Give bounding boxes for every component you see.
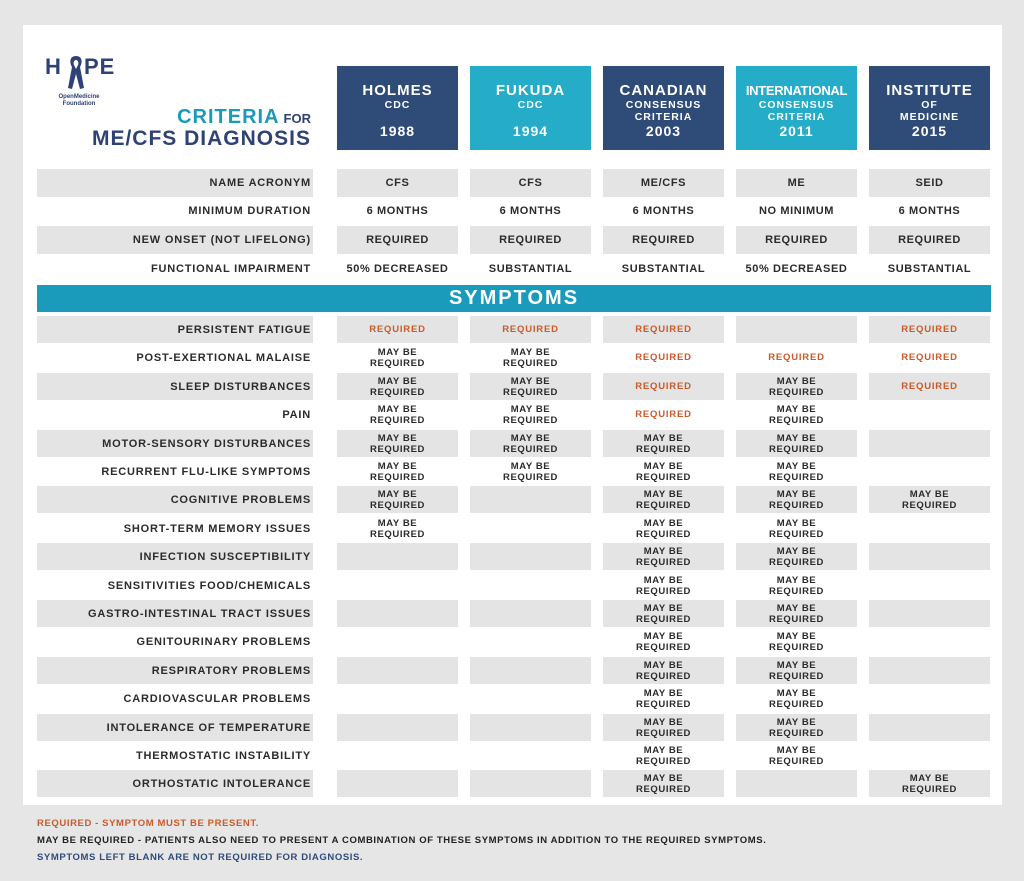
info-cell: NO MINIMUM xyxy=(758,205,835,217)
info-cell: CFS xyxy=(470,169,591,197)
cell-blank xyxy=(736,316,857,343)
cell-may-be-required: MAY BE REQUIRED xyxy=(769,517,824,540)
cell-may-be-required: MAY BE REQUIRED xyxy=(736,486,857,513)
column-header-name: INSTITUTE xyxy=(886,82,973,99)
cell-blank xyxy=(869,572,990,599)
info-row-label: FUNCTIONAL IMPAIRMENT xyxy=(151,263,311,275)
cell-blank xyxy=(470,628,591,655)
symptom-label: POST-EXERTIONAL MALAISE xyxy=(136,351,311,364)
cell-required: REQUIRED xyxy=(337,316,458,343)
cell-may-be-required: MAY BE REQUIRED xyxy=(337,373,458,400)
cell-may-be-required: MAY BE REQUIRED xyxy=(736,543,857,570)
cell-may-be-required: MAY BE REQUIRED xyxy=(470,430,591,457)
info-cell: 6 MONTHS xyxy=(632,205,695,217)
column-header-sub: CONSENSUS xyxy=(758,99,835,111)
column-header-sub2: CRITERIA xyxy=(767,111,826,123)
cell-may-be-required: MAY BE REQUIRED xyxy=(337,430,458,457)
column-header-year: 2011 xyxy=(779,123,814,139)
cell-blank xyxy=(470,714,591,741)
logo-letters-pe: PE xyxy=(84,54,116,79)
cell-blank xyxy=(470,572,591,599)
column-header-name: FUKUDA xyxy=(495,82,566,99)
ribbon-icon xyxy=(67,54,85,90)
cell-blank xyxy=(869,515,990,542)
cell-required: REQUIRED xyxy=(768,352,825,363)
info-cell: REQUIRED xyxy=(736,226,857,254)
cell-blank xyxy=(337,600,458,627)
cell-may-be-required: MAY BE REQUIRED xyxy=(736,714,857,741)
cell-blank xyxy=(337,742,458,769)
legend-required: REQUIRED - SYMPTOM MUST BE PRESENT. xyxy=(37,818,259,829)
column-header-name: INTERNATIONAL xyxy=(745,83,848,98)
cell-blank xyxy=(470,600,591,627)
cell-required: REQUIRED xyxy=(603,316,724,343)
symptom-label: SHORT-TERM MEMORY ISSUES xyxy=(123,522,311,535)
symptom-label: SENSITIVITIES FOOD/CHEMICALS xyxy=(107,579,311,592)
cell-blank xyxy=(869,430,990,457)
info-cell: 6 MONTHS xyxy=(499,205,562,217)
column-header-sub2: CRITERIA xyxy=(634,111,693,123)
column-header-institute xyxy=(869,66,990,150)
cell-blank xyxy=(470,657,591,684)
cell-blank xyxy=(470,742,591,769)
cell-blank xyxy=(337,770,458,797)
logo-letter-h: H xyxy=(45,54,62,79)
cell-may-be-required: MAY BE REQUIRED xyxy=(470,373,591,400)
info-cell: REQUIRED xyxy=(603,226,724,254)
column-header-canadian xyxy=(603,66,724,150)
cell-blank xyxy=(869,742,990,769)
title-criteria: CRITERIA FOR xyxy=(177,106,311,128)
column-header-sub2: MEDICINE xyxy=(899,111,960,123)
cell-may-be-required: MAY BE REQUIRED xyxy=(603,486,724,513)
info-cell: CFS xyxy=(337,169,458,197)
info-cell: REQUIRED xyxy=(337,226,458,254)
cell-may-be-required: MAY BE REQUIRED xyxy=(603,770,724,797)
cell-required: REQUIRED xyxy=(603,373,724,400)
cell-may-be-required: MAY BE REQUIRED xyxy=(636,460,691,483)
info-cell: 6 MONTHS xyxy=(898,205,961,217)
cell-required: REQUIRED xyxy=(901,352,958,363)
cell-may-be-required: MAY BE REQUIRED xyxy=(603,430,724,457)
cell-may-be-required: MAY BE REQUIRED xyxy=(769,744,824,767)
cell-blank xyxy=(337,685,458,712)
cell-may-be-required: MAY BE REQUIRED xyxy=(769,630,824,653)
info-cell: ME/CFS xyxy=(603,169,724,197)
column-header-year: 1988 xyxy=(379,123,416,139)
cell-may-be-required: MAY BE REQUIRED xyxy=(636,574,691,597)
cell-may-be-required: MAY BE REQUIRED xyxy=(503,403,558,426)
symptom-label: THERMOSTATIC INSTABILITY xyxy=(135,749,311,762)
legend-may-be: MAY BE REQUIRED - PATIENTS ALSO NEED TO PRESENT A COMBINATION OF THESE SYMPTOMS IN ADDITION TO THE REQUIRED SYMPTOMS. xyxy=(37,835,767,846)
cell-may-be-required: MAY BE REQUIRED xyxy=(636,744,691,767)
cell-blank xyxy=(470,543,591,570)
info-cell: SUBSTANTIAL xyxy=(488,263,573,275)
logo-org-name: OpenMedicine Foundation xyxy=(58,94,100,107)
hope-logo xyxy=(45,52,125,122)
column-header-name: HOLMES xyxy=(362,82,433,99)
symptom-label: PERSISTENT FATIGUE xyxy=(37,316,313,343)
info-row-label: NEW ONSET (NOT LIFELONG) xyxy=(37,226,313,254)
info-cell: 50% DECREASED xyxy=(346,263,449,275)
info-cell: ME xyxy=(736,169,857,197)
column-header-sub: CDC xyxy=(384,99,411,111)
cell-may-be-required: MAY BE REQUIRED xyxy=(370,517,425,540)
cell-may-be-required: MAY BE REQUIRED xyxy=(636,630,691,653)
cell-blank xyxy=(470,685,591,712)
cell-blank xyxy=(470,515,591,542)
column-header-sub: CONSENSUS xyxy=(625,99,702,111)
symptom-label: COGNITIVE PROBLEMS xyxy=(37,486,313,513)
cell-may-be-required: MAY BE REQUIRED xyxy=(503,346,558,369)
symptom-label: RESPIRATORY PROBLEMS xyxy=(37,657,313,684)
column-header-fukuda xyxy=(470,66,591,150)
cell-required: REQUIRED xyxy=(470,316,591,343)
legend-blank: SYMPTOMS LEFT BLANK ARE NOT REQUIRED FOR DIAGNOSIS. xyxy=(37,852,364,863)
cell-may-be-required: MAY BE REQUIRED xyxy=(769,574,824,597)
cell-blank xyxy=(337,572,458,599)
cell-may-be-required: MAY BE REQUIRED xyxy=(769,460,824,483)
info-row-label: NAME ACRONYM xyxy=(37,169,313,197)
cell-blank xyxy=(869,600,990,627)
cell-may-be-required: MAY BE REQUIRED xyxy=(370,403,425,426)
symptom-label: SLEEP DISTURBANCES xyxy=(37,373,313,400)
symptom-label: RECURRENT FLU-LIKE SYMPTOMS xyxy=(101,465,311,478)
cell-blank xyxy=(869,657,990,684)
cell-blank xyxy=(869,714,990,741)
info-cell: SUBSTANTIAL xyxy=(621,263,706,275)
cell-required: REQUIRED xyxy=(635,352,692,363)
column-header-year: 2003 xyxy=(645,123,682,139)
cell-required: REQUIRED xyxy=(635,409,692,420)
symptom-label: GASTRO-INTESTINAL TRACT ISSUES xyxy=(37,600,313,627)
cell-blank xyxy=(337,543,458,570)
title-me-cfs: ME/CFS DIAGNOSIS xyxy=(91,127,311,150)
cell-may-be-required: MAY BE REQUIRED xyxy=(603,543,724,570)
cell-blank xyxy=(869,685,990,712)
cell-may-be-required: MAY BE REQUIRED xyxy=(736,430,857,457)
cell-may-be-required: MAY BE REQUIRED xyxy=(736,657,857,684)
info-row-label: MINIMUM DURATION xyxy=(188,205,311,217)
cell-may-be-required: MAY BE REQUIRED xyxy=(869,486,990,513)
symptom-label: CARDIOVASCULAR PROBLEMS xyxy=(123,692,311,705)
cell-blank xyxy=(337,628,458,655)
cell-may-be-required: MAY BE REQUIRED xyxy=(769,403,824,426)
cell-blank xyxy=(869,628,990,655)
cell-may-be-required: MAY BE REQUIRED xyxy=(503,460,558,483)
column-header-year: 2015 xyxy=(911,123,948,139)
info-cell: SEID xyxy=(869,169,990,197)
symptom-label: PAIN xyxy=(282,408,311,421)
cell-may-be-required: MAY BE REQUIRED xyxy=(736,600,857,627)
column-header-sub: CDC xyxy=(517,99,544,111)
cell-may-be-required: MAY BE REQUIRED xyxy=(869,770,990,797)
info-cell: 50% DECREASED xyxy=(745,263,848,275)
info-cell: 6 MONTHS xyxy=(366,205,429,217)
column-header-holmes xyxy=(337,66,458,150)
cell-may-be-required: MAY BE REQUIRED xyxy=(603,657,724,684)
cell-blank xyxy=(470,486,591,513)
cell-blank xyxy=(337,714,458,741)
symptom-label: INFECTION SUSCEPTIBILITY xyxy=(37,543,313,570)
info-cell: REQUIRED xyxy=(470,226,591,254)
column-header-year: 1994 xyxy=(512,123,549,139)
cell-may-be-required: MAY BE REQUIRED xyxy=(370,460,425,483)
cell-may-be-required: MAY BE REQUIRED xyxy=(636,517,691,540)
info-cell: SUBSTANTIAL xyxy=(887,263,972,275)
symptom-label: INTOLERANCE OF TEMPERATURE xyxy=(37,714,313,741)
cell-may-be-required: MAY BE REQUIRED xyxy=(769,687,824,710)
cell-may-be-required: MAY BE REQUIRED xyxy=(603,714,724,741)
cell-blank xyxy=(869,543,990,570)
cell-blank xyxy=(470,770,591,797)
cell-blank xyxy=(869,401,990,428)
symptom-label: GENITOURINARY PROBLEMS xyxy=(136,635,311,648)
symptoms-header: SYMPTOMS xyxy=(37,285,991,312)
cell-blank xyxy=(337,657,458,684)
cell-may-be-required: MAY BE REQUIRED xyxy=(736,373,857,400)
cell-required: REQUIRED xyxy=(869,373,990,400)
column-header-name: CANADIAN xyxy=(619,82,708,99)
cell-blank xyxy=(736,770,857,797)
info-cell: REQUIRED xyxy=(869,226,990,254)
cell-required: REQUIRED xyxy=(869,316,990,343)
column-header-sub: OF xyxy=(921,99,938,111)
column-header-international xyxy=(736,66,857,150)
symptom-label: ORTHOSTATIC INTOLERANCE xyxy=(37,770,313,797)
cell-may-be-required: MAY BE REQUIRED xyxy=(370,346,425,369)
symptom-label: MOTOR-SENSORY DISTURBANCES xyxy=(37,430,313,457)
cell-may-be-required: MAY BE REQUIRED xyxy=(337,486,458,513)
cell-may-be-required: MAY BE REQUIRED xyxy=(636,687,691,710)
cell-blank xyxy=(869,458,990,485)
cell-may-be-required: MAY BE REQUIRED xyxy=(603,600,724,627)
